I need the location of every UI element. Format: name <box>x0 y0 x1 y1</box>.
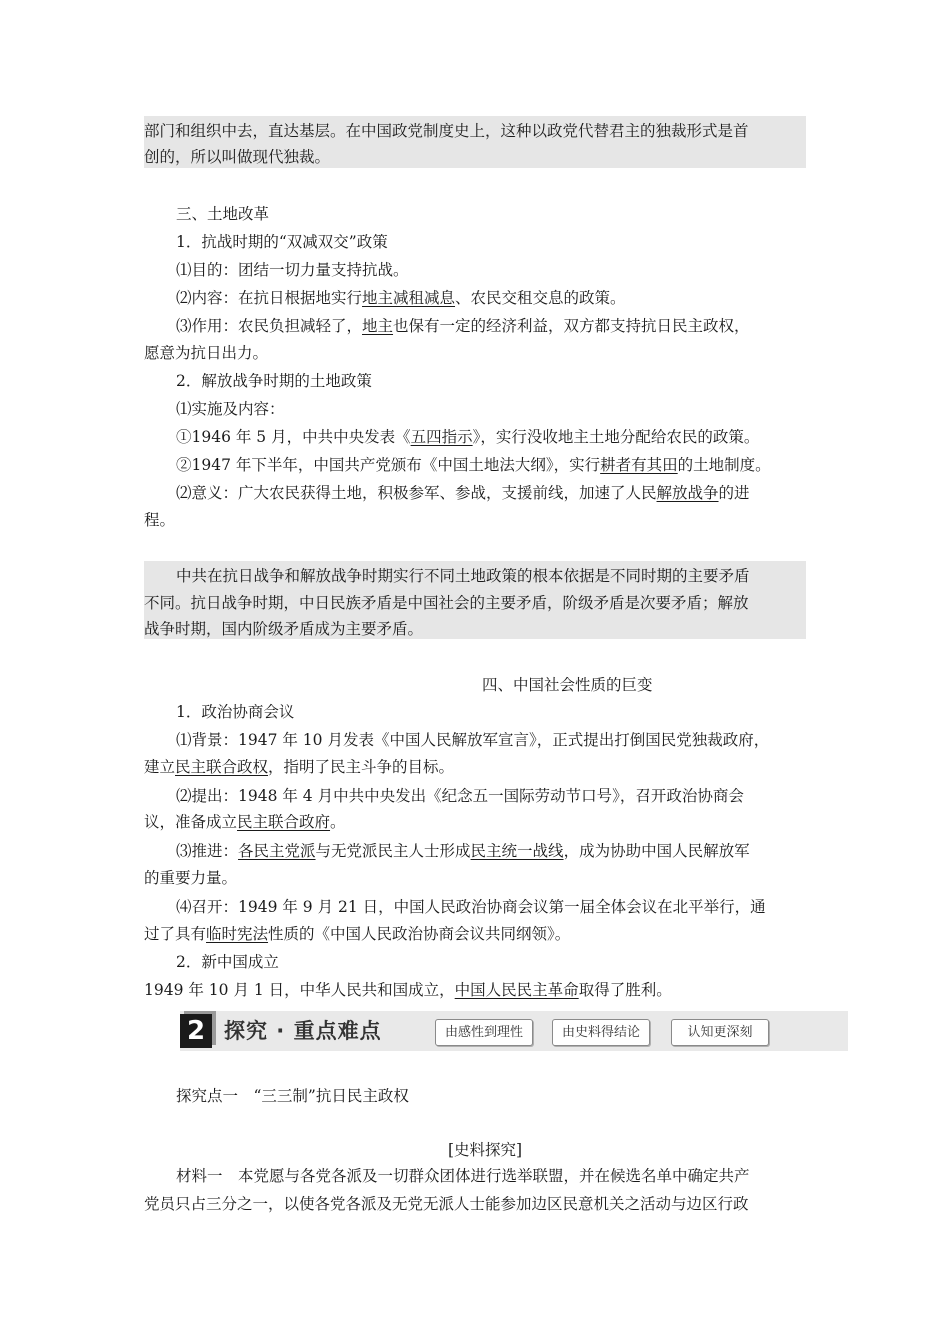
note-line-1: 中共在抗日战争和解放战争时期实行不同土地政策的根本依据是不同时期的主要矛盾 <box>176 567 750 585</box>
banner-title: 探究 · 重点难点 <box>224 1019 382 1043</box>
text-segment: ⑵意义：广大农民获得土地，积极参军、参战，支援前线，加速了人民 <box>176 484 657 502</box>
text-segment: ⑵内容：在抗日根据地实行 <box>176 289 363 307</box>
land-s1-content <box>176 288 626 308</box>
society-s2-text <box>144 980 672 1000</box>
explore-sub-heading: [史料探究] <box>448 1141 523 1159</box>
section-banner <box>180 1011 848 1051</box>
society-promotion <box>176 841 750 861</box>
underlined-keyword: 民主统一战线 <box>470 842 564 860</box>
underlined-keyword: 地主 <box>362 317 394 335</box>
section-number-badge: 2 <box>180 1014 212 1048</box>
text-segment: 议，准备成立 <box>144 813 238 831</box>
material-1-line-1: 材料一 本党愿与各党各派及一切群众团体进行选举联盟，并在候选名单中确定共产 <box>176 1167 750 1185</box>
land-s2-significance <box>176 483 750 503</box>
text-segment: 。 <box>330 813 346 831</box>
underlined-keyword: 地主减租减息 <box>362 289 456 307</box>
text-segment: 也保有一定的经济利益，双方都支持抗日民主政权， <box>393 317 750 335</box>
banner-tag-2: 由史料得结论 <box>552 1019 650 1046</box>
text-segment: 过了具有 <box>144 925 207 943</box>
text-segment: 建立 <box>144 758 176 776</box>
text-segment: 性质的《中国人民政治协商会议共同纲领》。 <box>268 925 571 943</box>
land-s1-effect-line-2: 愿意为抗日出力。 <box>144 344 269 362</box>
society-proposal-line-2 <box>144 812 346 832</box>
land-s1-effect <box>176 316 750 336</box>
text-segment: 的进 <box>718 484 750 502</box>
banner-tag-3: 认知更深刻 <box>671 1019 769 1046</box>
note-line-3: 战争时期，国内阶级矛盾成为主要矛盾。 <box>144 620 424 638</box>
text-segment: ⑶推进： <box>176 842 239 860</box>
land-s2-implementation: ⑴实施及内容： <box>176 400 285 418</box>
society-s2-title: 2．新中国成立 <box>176 953 279 971</box>
society-background: ⑴背景：1947 年 10 月发表《中国人民解放军宣言》，正式提出打倒国民党独裁政府， <box>176 731 770 749</box>
society-background-line-2 <box>144 757 454 777</box>
text-segment: ，成为协助中国人民解放军 <box>563 842 750 860</box>
text-segment: ②1947 年下半年，中国共产党颁布《中国土地法大纲》，实行 <box>176 456 601 474</box>
land-s2-item-2 <box>176 455 771 475</box>
explore-point-title: 探究点一 “三三制”抗日民主政权 <box>176 1087 409 1105</box>
land-subsection-1-title: 1．抗战时期的“双减双交”政策 <box>176 233 388 251</box>
text-segment: ，指明了民主斗争的目标。 <box>268 758 455 776</box>
land-s2-significance-line-2: 程。 <box>144 511 176 529</box>
underlined-keyword: 民主联合政府 <box>237 813 331 831</box>
underlined-keyword: 耕者有其田 <box>600 456 678 474</box>
text-segment: 的土地制度。 <box>677 456 771 474</box>
text-segment: 》，实行没收地主土地分配给农民的政策。 <box>472 428 760 446</box>
underlined-keyword: 临时宪法 <box>206 925 269 943</box>
land-s2-item-1 <box>176 427 759 447</box>
underlined-keyword: 解放战争 <box>656 484 719 502</box>
underlined-keyword: 中国人民民主革命 <box>454 981 579 999</box>
section-heading-land-reform: 三、土地改革 <box>176 205 270 223</box>
society-promotion-line-2: 的重要力量。 <box>144 869 238 887</box>
text-segment: ⑶作用：农民负担减轻了， <box>176 317 363 335</box>
text-segment: 1949 年 10 月 1 日，中华人民共和国成立， <box>144 981 455 999</box>
society-proposal: ⑵提出：1948 年 4 月中共中央发出《纪念五一国际劳动节口号》，召开政治协商会 <box>176 787 744 805</box>
top-box-line-2: 创的，所以叫做现代独裁。 <box>144 148 331 166</box>
land-s1-purpose: ⑴目的：团结一切力量支持抗战。 <box>176 261 409 279</box>
society-s1-title: 1．政治协商会议 <box>176 703 295 721</box>
society-convening-line-2 <box>144 924 570 944</box>
text-segment: 取得了胜利。 <box>578 981 672 999</box>
land-subsection-2-title: 2．解放战争时期的土地政策 <box>176 372 372 390</box>
material-1-line-2: 党员只占三分之一，以使各党各派及无党无派人士能参加边区民意机关之活动与边区行政 <box>144 1195 749 1213</box>
text-segment: 与无党派民主人士形成 <box>315 842 471 860</box>
text-segment: 、农民交租交息的政策。 <box>455 289 626 307</box>
society-convening: ⑷召开：1949 年 9 月 21 日，中国人民政治协商会议第一届全体会议在北平举行，通 <box>176 898 766 916</box>
underlined-keyword: 各民主党派 <box>238 842 316 860</box>
banner-tag-1: 由感性到理性 <box>435 1019 533 1046</box>
top-box-line-1: 部门和组织中去，直达基层。在中国政党制度史上，这种以政党代替君主的独裁形式是首 <box>144 122 749 140</box>
text-segment: ①1946 年 5 月，中共中央发表《 <box>176 428 411 446</box>
underlined-keyword: 民主联合政权 <box>175 758 269 776</box>
underlined-keyword: 五四指示 <box>410 428 473 446</box>
note-line-2: 不同。抗日战争时期，中日民族矛盾是中国社会的主要矛盾，阶级矛盾是次要矛盾；解放 <box>144 594 749 612</box>
section-heading-society: 四、中国社会性质的巨变 <box>482 676 653 694</box>
